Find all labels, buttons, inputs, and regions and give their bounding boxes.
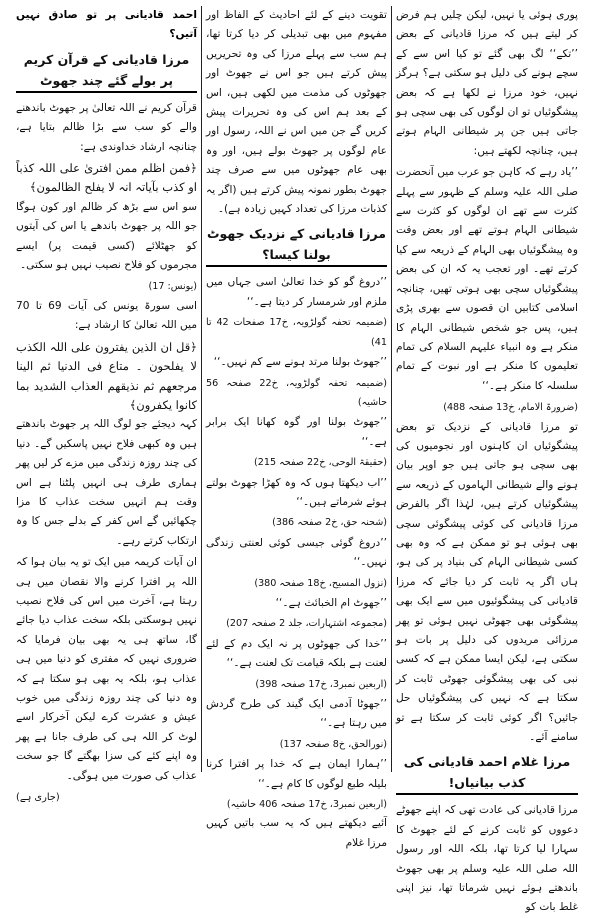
paragraph: تو مرزا قادیانی کے نزدیک تو بعض پیشگوئیاں ان کاہنوں اور نجومیوں کی بھی سچی ہو جاتی ہیں جو اوپر بیان ہونے والے شیطانی الہاموں کے ذریعہ سے پیشگوئیاں کرتے ہیں، لہٰذا اگر بالفرض مرزا قادیانی کی کوئی پیشگوئی سچی بھی ہوئی ہو تو ممکن ہے کہ وہ بھی کسی شیطانی الہام کی بنیاد پر کی ہو، ہاں اگر یہ ثابت کر دیا جائے کہ مرزا قادیانی کی پیشگوئیوں میں سے ایک بھی پیشگوئی بھی جھوٹی نہیں ہوئی تو پھر مرزائی مریدوں کی دلیل پر بات ہو سکتی ہے، لیکن ایسا ممکن ہے کہ کسی نبی کی بھی پیشگوئی جھوٹی ثابت کر سکتا ہے کہ نہیں کی پیشگوئیاں حل جائیں؟ اگر کوئی ثابت کر سکتا ہے تو سامنے آئے۔ bbox=[396, 420, 578, 744]
paragraph: اسی سورۃ یونس کی آیات 69 تا 70 میں اللہ تعالیٰ کا ارشاد ہے: bbox=[16, 299, 197, 332]
paragraph: آئیے دیکھتے ہیں کہ یہ سب باتیں کہیں مرزا غلام bbox=[206, 817, 387, 849]
quotation: ’’جھوٹ بولنا مرتد ہونے سے کم نہیں۔‘‘ bbox=[213, 356, 387, 369]
reference: (یونس: 17) bbox=[148, 281, 197, 293]
column-left bbox=[12, 6, 202, 804]
reference: (ضمیمہ تحفہ گولڑویہ، خ17 صفحات 42 تا 41) bbox=[206, 317, 387, 348]
section-heading: مرزا قادیانی کے قرآن کریم پر بولے گئے چند جھوٹ bbox=[16, 49, 197, 93]
reference: (ضرورۃ الامام، خ13 صفحہ 488) bbox=[443, 402, 578, 414]
column-middle bbox=[202, 6, 392, 849]
arabic-verse: ﴿فمن اظلم ممن افتریٰ علی اللہ کذباً او کذب بآیاتہ انہ لا یفلح الظالمون﴾ bbox=[16, 161, 197, 195]
reference: (نزول المسیح، خ18 صفحہ 380) bbox=[254, 577, 387, 589]
reference: (حقیقۃ الوحی، خ22 صفحہ 215) bbox=[254, 457, 387, 469]
reference: (اربعین نمبر3، خ17 صفحہ 398) bbox=[255, 678, 387, 690]
quotation: ’’جھوٹ ام الخبائث ہے۔‘‘ bbox=[275, 596, 387, 609]
quotation: ’’خدا کی جھوٹوں پر نہ ایک دم کے لئے لعنت ہے بلکہ قیامت تک لعنت ہے۔‘‘ bbox=[206, 637, 387, 670]
quotation: ’’جھوٹا آدمی ایک گیند کی طرح گردش میں رہتا ہے۔‘‘ bbox=[206, 698, 387, 730]
translation: سو اس سے بڑھ کر ظالم اور کون ہوگا جو اللہ پر جھوٹ باندھے یا اس کی آیتوں کو جھٹلائے (کسی قیمت پر) ایسے مجرموں کو فلاح نصیب نہیں ہو سکتی۔ bbox=[16, 200, 197, 272]
paragraph: ان آیات کریمہ میں ایک تو یہ بیان ہوا کہ اللہ پر افترا کرنے والا نقصان میں ہی رہتا ہے، آخرت میں اس کی فلاح نصیب نہیں ہوسکتی بلکہ سخت عذاب دیا جائے گا، ساتھ ہی یہ بھی بیان فرمایا کہ ضروری نہیں کہ مفتری کو دنیا میں ہی عذاب ہو، بلکہ یہ بھی ہو سکتا ہے کہ وہ دنیا کی چند روزہ زندگی میں خوب عیش و عشرت کرے لیکن آخرکار اسے لوٹ کر اللہ ہی کی طرف جانا ہے پھر وہ اپنے کئے کی سزا بھگتے گا جو سخت عذاب کی صورت میں ہوگی۔ bbox=[16, 556, 197, 782]
quotation: ’’اب دیکھتا ہوں کہ وہ کھڑا جھوٹ بولتے ہوئے شرماتے ہیں۔‘‘ bbox=[206, 476, 387, 508]
column-right bbox=[392, 6, 582, 914]
paragraph: احمد قادیانی پر تو صادق نہیں آتیں؟ bbox=[16, 9, 197, 41]
reference: (اربعین نمبر3، خ17 صفحہ 406 حاشیہ) bbox=[226, 799, 387, 811]
continued-note: (جاری ہے) bbox=[16, 792, 60, 804]
section-heading: مرزا قادیانی کے نزدیک جھوٹ بولنا کیسا؟ bbox=[206, 223, 387, 267]
paragraph: پوری ہوئی یا نہیں، لیکن چلیں ہم فرض کر لیتے ہیں کہ مرزا قادیانی کے بعض ’’تکے‘‘ لگ بھی گئے تو کیا اس سے کے سچے ہونے کی دلیل ہو سکتی ہے؟ ہرگز نہیں، خود مرزا نے لکھا ہے کہ بعض پیشگوئیاں تو ان لوگوں کی بھی سچی ہو جاتی ہیں جن پر شیطانی الہام ہوتے ہیں، چنانچہ لکھتے ہیں: bbox=[396, 9, 578, 157]
paragraph: قرآن کریم نے اللہ تعالیٰ پر جھوٹ باندھنے والے کو سب سے بڑا ظالم بتایا ہے، چنانچہ ارشاد خداوندی ہے: bbox=[16, 101, 197, 153]
reference: (نورالحق، خ8 صفحہ 137) bbox=[279, 738, 387, 750]
reference: (ضمیمہ تحفہ گولڑویہ، خ22 صفحہ 56 حاشیہ) bbox=[206, 377, 387, 408]
paragraph: تقویت دینے کے لئے احادیث کے الفاظ اور مفہوم میں بھی تبدیلی کر دیا کرتا تھا، ہم سب سے پہلے مرزا کی وہ تحریریں پیش کرتے ہیں جو اس نے جھوٹ اور جھوٹوں کی مذمت میں لکھی ہیں، اس کے بعد ہم اس کی وہ تحریرات پیش کریں گے جن میں اس نے اللہ، رسول اور عام لوگوں پر جھوٹ بولے ہیں، اور وہ بھی عام جھوٹوں میں سے صرف چند جھوٹ بطور نمونہ پیش کرتے ہیں (اگر یہ کذبات مرزا کی تعداد کہیں زیادہ ہے)۔ bbox=[206, 9, 387, 216]
page bbox=[8, 6, 582, 914]
translation: کہہ دیجئے جو لوگ اللہ پر جھوٹ باندھتے ہیں وہ کبھی فلاح نہیں پاسکیں گے۔ دنیا کی چند روزہ زندگی میں مزے کر لیں پھر ہماری طرف ہی انہیں پلٹنا ہے اس وقت ہم انہیں سخت عذاب کا مزا چکھائیں گے اس کفر کے بدلے جس کا وہ ارتکاب کرتے رہے۔ bbox=[16, 418, 197, 547]
arabic-verse: ﴿قل ان الذین یفترون علی اللہ الکذب لا یفلحون ۔ متاع فی الدنیا ثم الینا مرجعھم ثم نذیقھم العذاب الشدید بما کانوا یکفرون﴾ bbox=[16, 339, 197, 412]
section-heading: مرزا غلام احمد قادیانی کی کذب بیانیاں! bbox=[396, 751, 578, 795]
quotation: ’’ہمارا ایمان ہے کہ خدا پر افترا کرنا بلیلہ طبع لوگوں کا کام ہے۔‘‘ bbox=[206, 758, 387, 790]
reference: (مجموعہ اشتہارات، جلد 2 صفحہ 207) bbox=[226, 618, 387, 630]
paragraph: مرزا قادیانی کی عادت تھی کہ اپنے جھوٹے دعووں کو ثابت کرنے کے لئے جھوٹ کا سہارا لیا کرتا تھا، بلکہ اللہ اور رسول اللہ صلی اللہ علیہ وسلم پر بھی جھوٹ باندھتے ہوئے نہیں شرماتا تھا، نیز اپنی غلط بات کو bbox=[396, 804, 578, 914]
quotation: ’’جھوٹ بولنا اور گوہ کھانا ایک برابر ہے۔‘‘ bbox=[206, 416, 387, 448]
quotation: ’’دروغ گوئی جیسی کوئی لعنتی زندگی نہیں۔‘‘ bbox=[206, 536, 387, 569]
quotation: ’’یاد رہے کہ کاہن جو عرب میں آنحضرت صلی اللہ علیہ وسلم کے ظہور سے پہلے کثرت سے تھے ان لوگوں کو کثرت سے شیطانی الہام ہوتے تھے اور بعض وقت وہ پیشگوئیاں بھی الہام کے ذریعہ سے کیا کرتے تھے۔ اور تعجب یہ کہ ان کی بعض پیشگوئیاں سچی بھی ہوتی تھیں، چنانچہ اسلامی کتابیں ان قصوں سے بھری پڑی ہیں، پس جو شخص شیطانی الہام کا منکر ہے وہ انبیاء علیہم السلام کی تمام تعلیموں کا منکر ہے اور نبوت کے تمام سلسلہ کا منکر ہے۔‘‘ bbox=[396, 166, 578, 392]
reference: (شحنہ حق، خ2 صفحہ 386) bbox=[272, 517, 387, 529]
quotation: ’’دروغ گو کو خدا تعالیٰ اسی جہاں میں ملزم اور شرمسار کر دیتا ہے۔‘‘ bbox=[206, 276, 387, 308]
